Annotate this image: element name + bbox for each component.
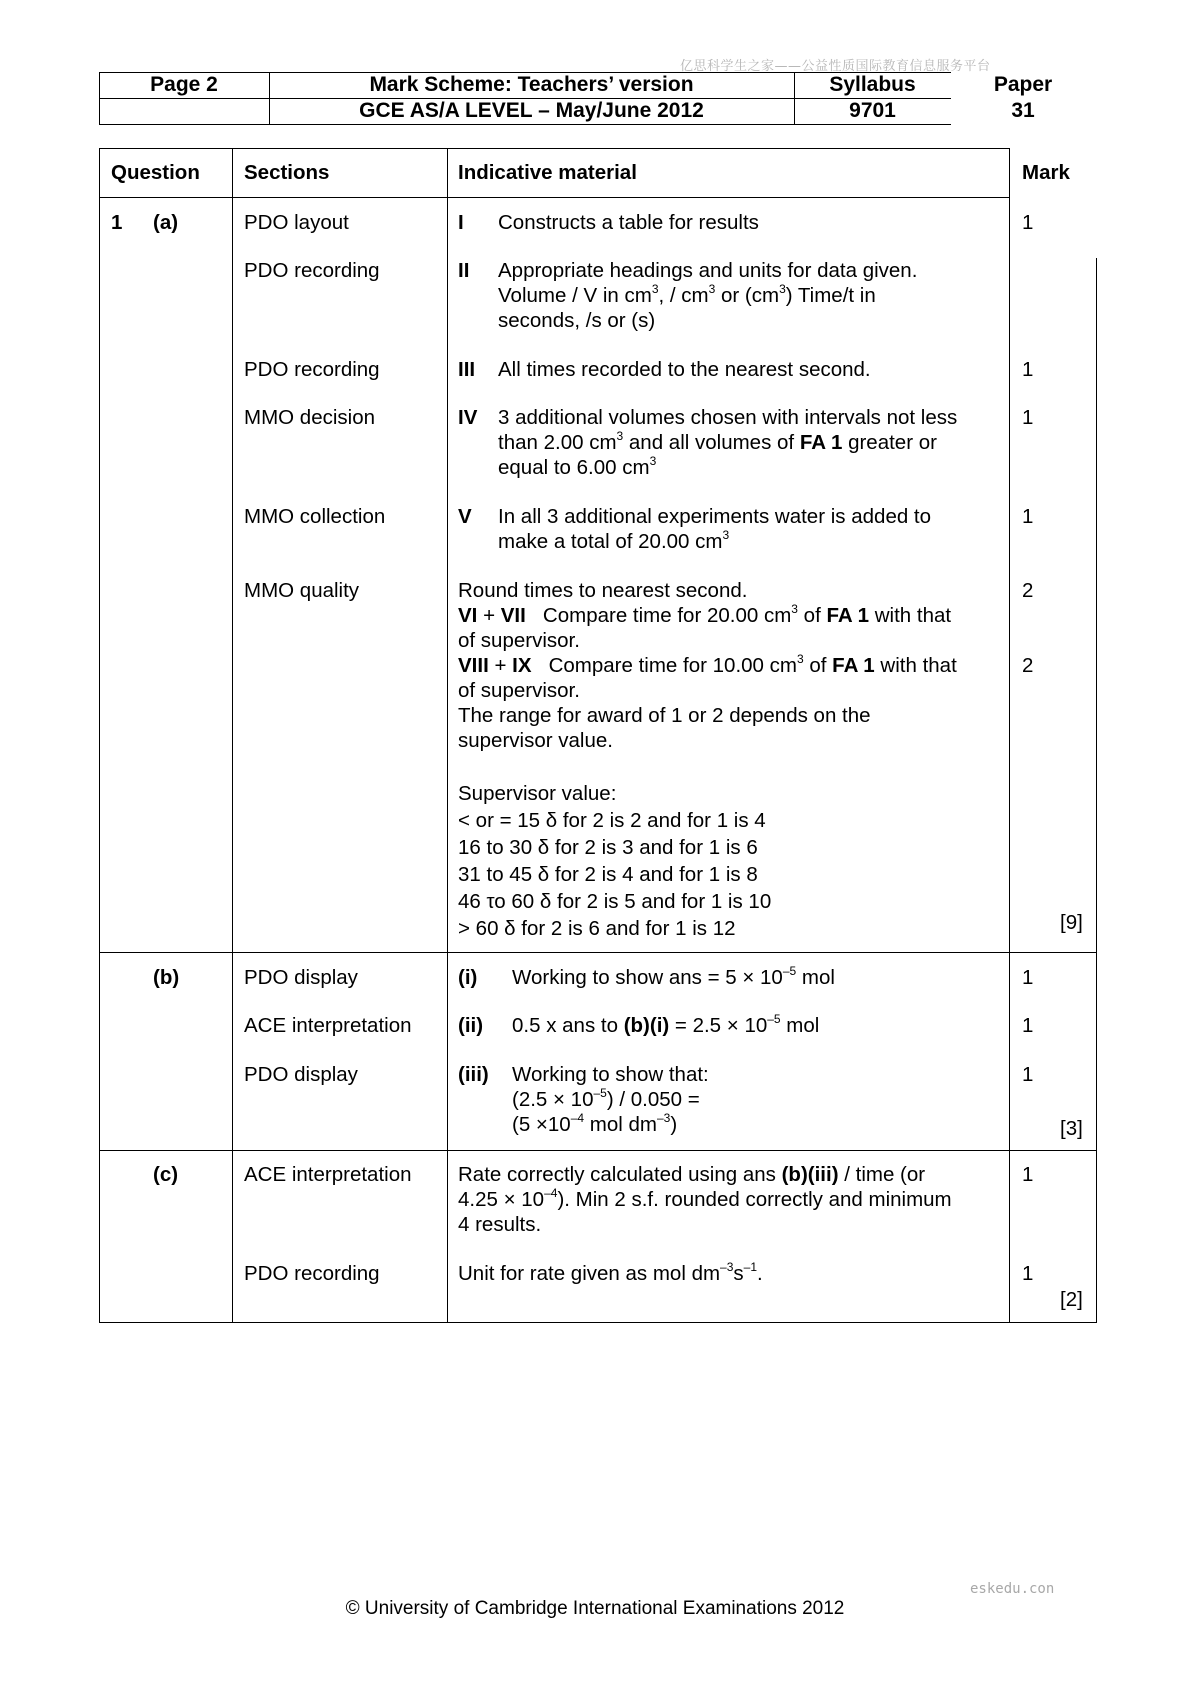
indicative-text: Working to show that:: [512, 1063, 709, 1086]
mark-value: 1: [1022, 406, 1034, 429]
roman-numeral: II: [458, 259, 470, 282]
col-indicative: Indicative material: [458, 161, 637, 184]
mark-value: 1: [1022, 1063, 1034, 1086]
question-part-b: (b): [153, 966, 180, 989]
indicative-text: Unit for rate given as mol $dm^{-3}s^{-1}$.: [458, 1260, 763, 1285]
indicative-text: 31 to 45 δ for 2 is 4 and for 1 is 8: [458, 863, 758, 886]
indicative-text: ($5 \times 10^{-4}$ mol $dm^{-3}$): [512, 1111, 678, 1136]
section-label: ACE interpretation: [244, 1163, 412, 1186]
mark-total: [2]: [1060, 1288, 1083, 1311]
roman-numeral: V: [458, 505, 472, 528]
mark-value: 2: [1022, 654, 1034, 677]
syllabus-label: Syllabus: [829, 73, 916, 96]
section-label: ACE interpretation: [244, 1014, 412, 1037]
indicative-text: of supervisor.: [458, 679, 580, 702]
section-label: MMO quality: [244, 579, 360, 602]
indicative-text: Round times to nearest second.: [458, 579, 748, 602]
mark-value: 1: [1022, 505, 1034, 528]
indicative-text: Supervisor value:: [458, 782, 617, 805]
roman-numeral: (i): [458, 966, 478, 989]
mark-total: [3]: [1060, 1117, 1083, 1140]
indicative-text: make a total of 20.00 $cm^3$: [498, 528, 730, 553]
doc-title: Mark Scheme: Teachers’ version: [369, 73, 694, 96]
indicative-text: 16 to 30 δ for 2 is 3 and for 1 is 6: [458, 836, 758, 859]
indicative-text: > 60 δ for 2 is 6 and for 1 is 12: [458, 917, 736, 940]
indicative-text: Appropriate headings and units for data given.: [498, 259, 918, 282]
page-label: Page 2: [150, 73, 218, 96]
indicative-text: The range for award of 1 or 2 depends on the: [458, 704, 871, 727]
col-question: Question: [111, 161, 200, 184]
mark-value: 1: [1022, 358, 1034, 381]
roman-numeral: III: [458, 358, 476, 381]
indicative-text: Working to show ans = $5 \times 10^{-5}$ mol: [512, 964, 835, 989]
indicative-text: 0.5 x ans to $(b)(i) = 2.5 \times 10^{-5}$ mol: [512, 1012, 820, 1037]
section-label: PDO display: [244, 1063, 358, 1086]
roman-numeral: IV: [458, 406, 478, 429]
indicative-text: seconds, /s or (s): [498, 309, 656, 332]
section-label: MMO decision: [244, 406, 376, 429]
indicative-text: $(2.5 \times 10^{-5}) / 0.050$ =: [512, 1086, 700, 1111]
indicative-text: 46 το 60 δ for 2 is 5 and for 1 is 10: [458, 890, 772, 913]
syllabus-code: 9701: [849, 99, 896, 122]
indicative-text: 3 additional volumes chosen with intervals not less: [498, 406, 958, 429]
question-part-c: (c): [153, 1163, 179, 1186]
doc-subtitle: GCE AS/A LEVEL – May/June 2012: [359, 99, 704, 122]
indicative-text: 4 results.: [458, 1213, 542, 1236]
mark-value: 1: [1022, 1163, 1034, 1186]
section-label: PDO recording: [244, 259, 380, 282]
copyright-footer: © University of Cambridge International Examinations 2012: [345, 1598, 845, 1619]
mark-value: 1: [1022, 966, 1034, 989]
roman-numeral: (ii): [458, 1014, 484, 1037]
paper-label: Paper: [993, 73, 1053, 96]
col-mark: Mark: [1022, 161, 1070, 184]
indicative-text: Rate correctly calculated using ans (b)(iii) / time (or: [458, 1163, 926, 1186]
col-sections: Sections: [244, 161, 330, 184]
section-label: PDO recording: [244, 1262, 380, 1285]
indicative-text: Constructs a table for results: [498, 211, 759, 234]
mark-total: [9]: [1060, 911, 1083, 934]
section-label: PDO recording: [244, 358, 380, 381]
watermark-bottom: eskedu.con: [970, 1581, 1055, 1597]
watermark-top: 亿思科学生之家——公益性质国际教育信息服务平台: [680, 59, 991, 74]
indicative-text: of supervisor.: [458, 629, 580, 652]
paper-number: 31: [1011, 99, 1035, 122]
indicative-text: < or = 15 δ for 2 is 2 and for 1 is 4: [458, 809, 766, 832]
indicative-text: equal to 6.00 $cm^3$: [498, 454, 657, 479]
section-label: MMO collection: [244, 505, 386, 528]
indicative-text: supervisor value.: [458, 729, 613, 752]
mark-value: 1: [1022, 1262, 1034, 1285]
indicative-text: than 2.00 $cm^3$ and all volumes of FA 1 greater or: [498, 429, 937, 454]
indicative-text: VI + VII Compare time for 20.00 $cm^3$ of FA 1 with that: [458, 602, 952, 627]
section-label: PDO display: [244, 966, 358, 989]
indicative-text: In all 3 additional experiments water is added to: [498, 505, 932, 528]
question-part-a: (a): [153, 211, 179, 234]
mark-value: 1: [1022, 211, 1034, 234]
mark-value: 1: [1022, 1014, 1034, 1037]
indicative-text: VIII + IX Compare time for 10.00 $cm^3$ of FA 1 with that: [458, 652, 957, 677]
mark-value: 2: [1022, 579, 1034, 602]
indicative-text: Volume / V in $cm^3$, / $cm^3$ or $(cm^3)$ Time/t in: [498, 282, 876, 307]
indicative-text: $4.25 \times 10^{-4}$). Min 2 s.f. rounded correctly and minimum: [458, 1186, 952, 1211]
section-label: PDO layout: [244, 211, 349, 234]
roman-numeral: (iii): [458, 1063, 489, 1086]
roman-numeral: I: [458, 211, 464, 234]
question-number: 1: [111, 211, 123, 234]
indicative-text: All times recorded to the nearest second.: [498, 358, 871, 381]
